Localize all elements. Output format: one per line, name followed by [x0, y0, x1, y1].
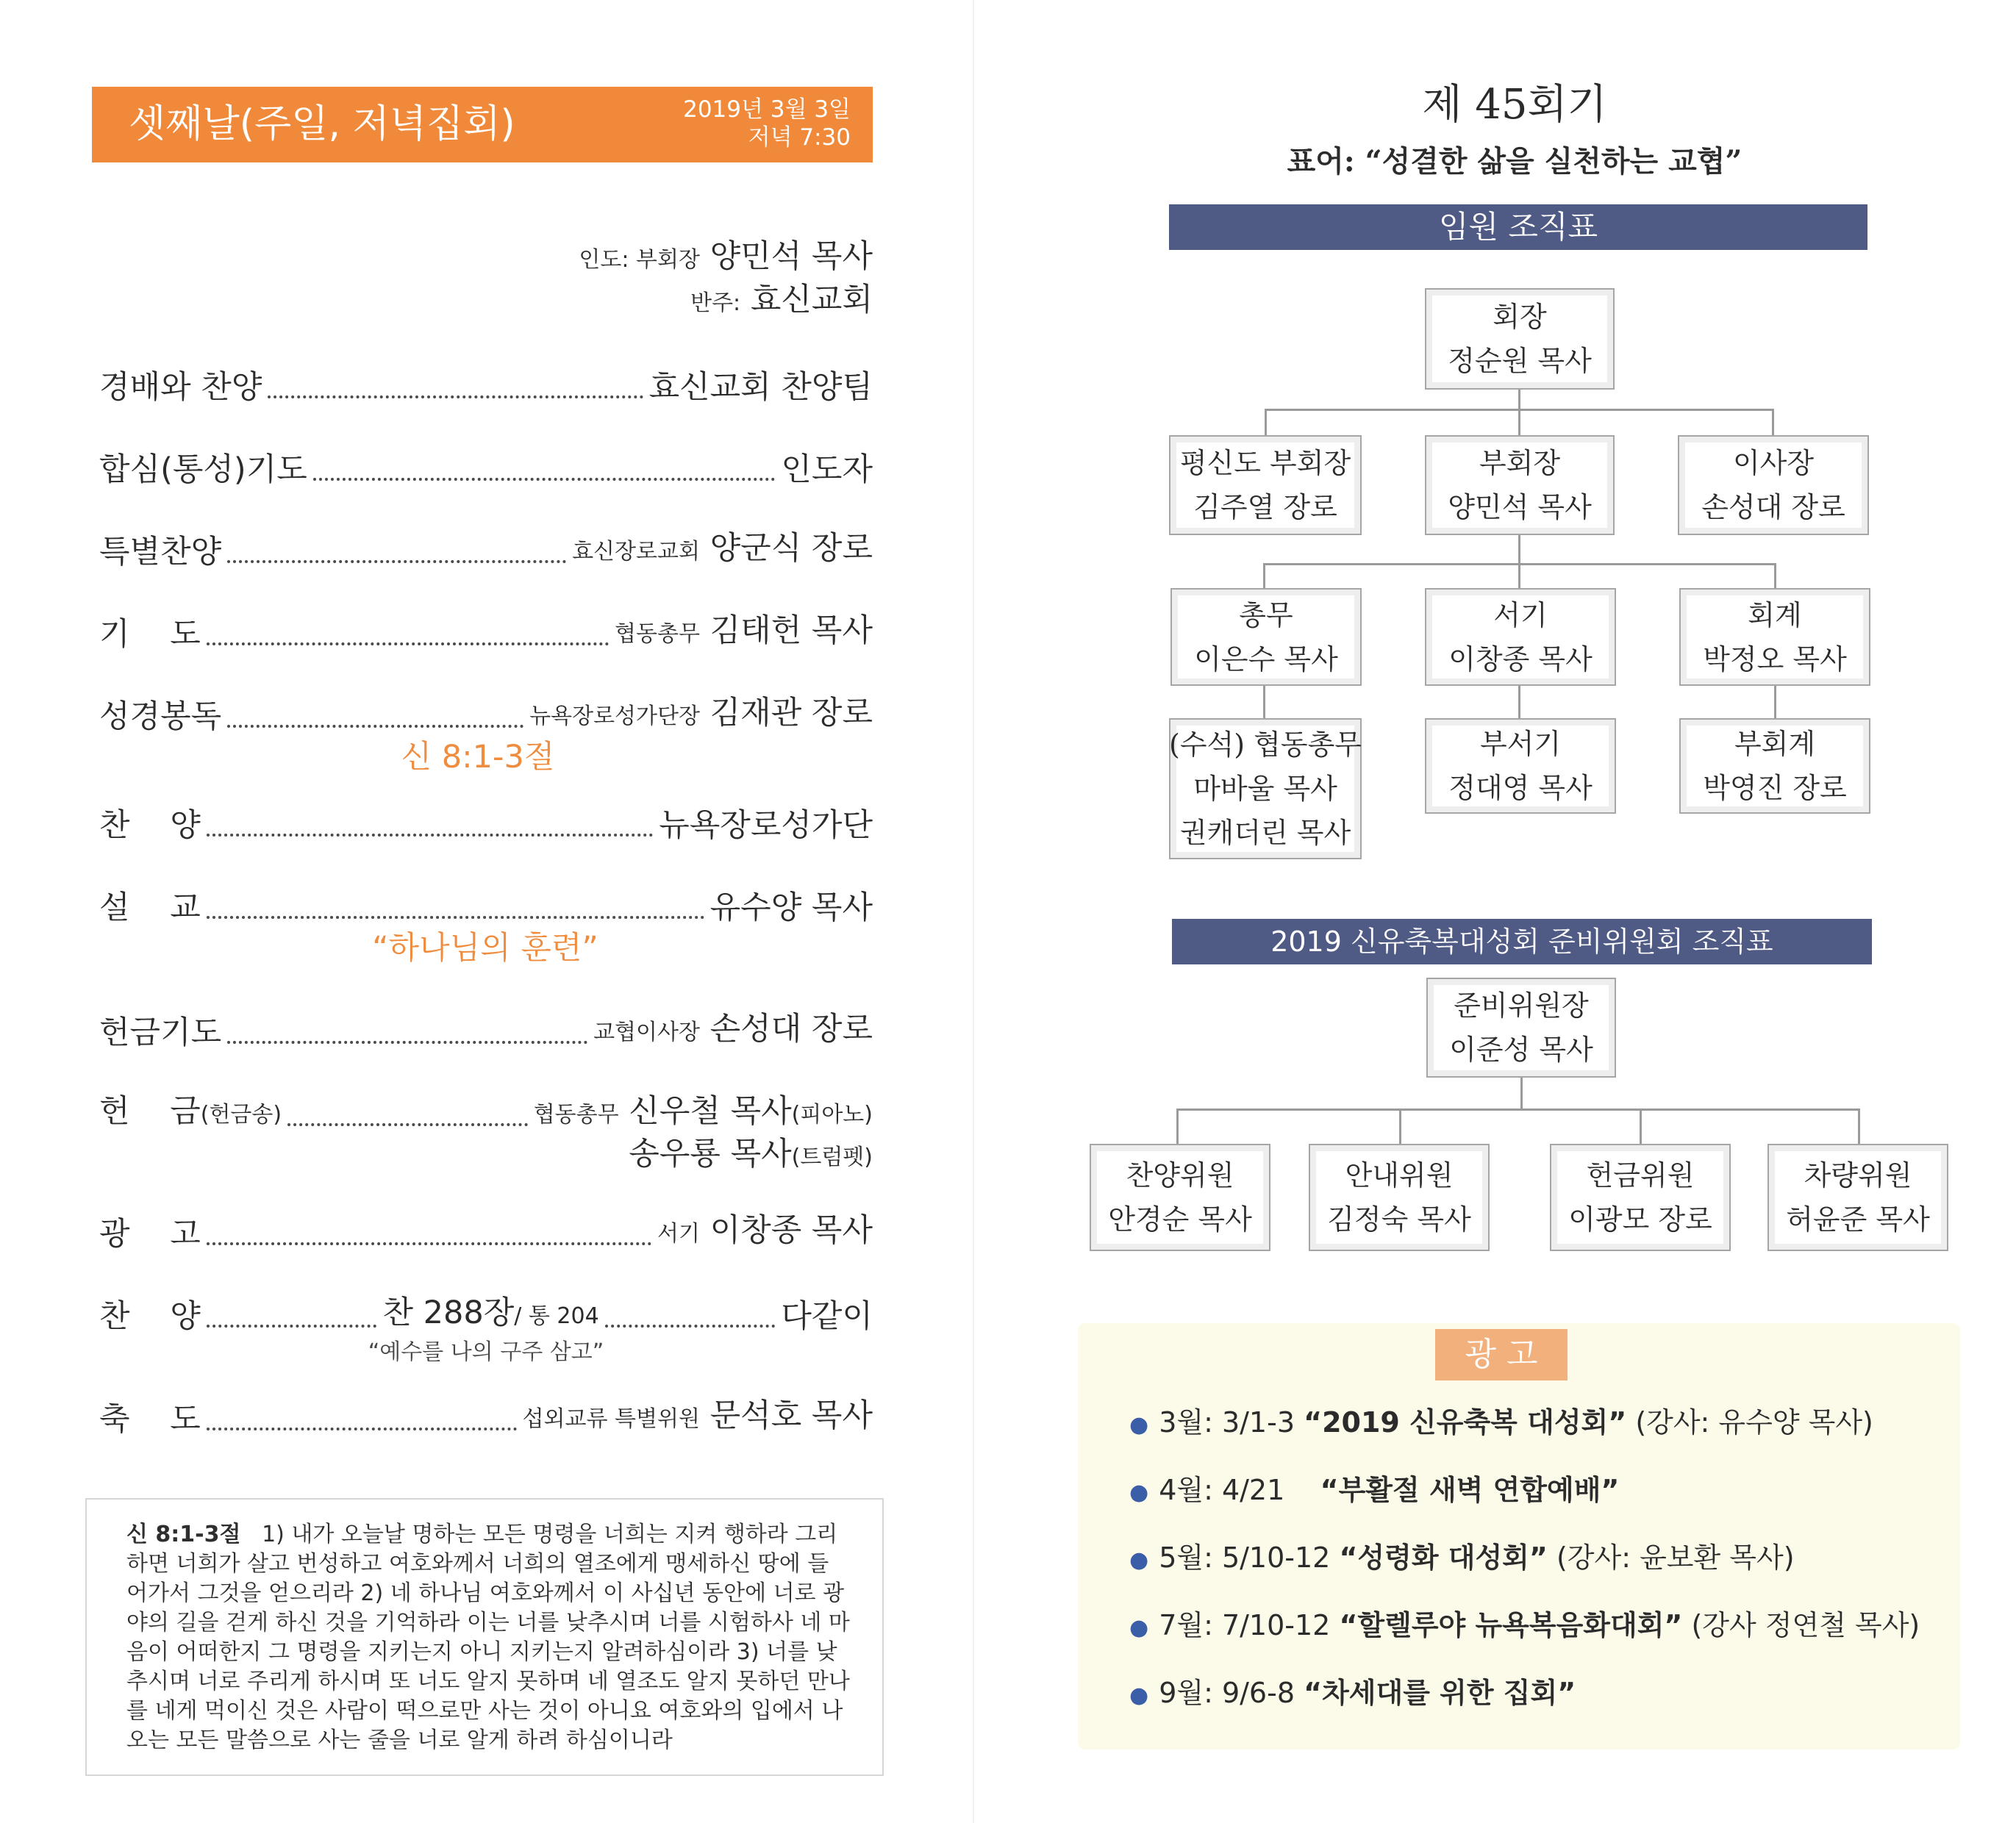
fold-line — [973, 0, 974, 1823]
org-role: 부회장 — [1479, 447, 1561, 479]
leader-dots — [268, 395, 643, 398]
program-person-name: 효신교회 찬양팀 — [648, 369, 873, 406]
program-label: 기 도 — [99, 616, 201, 653]
org-box — [1679, 718, 1870, 814]
scripture-reference: 신 8:1-3절 — [401, 739, 555, 776]
org-box — [1425, 435, 1615, 535]
program-person-name: 손성대 장로 — [709, 1011, 873, 1047]
program-person-title: 협동총무 — [615, 621, 700, 647]
org-connector — [1265, 409, 1774, 411]
offering-extra-line — [629, 1129, 873, 1174]
program-label: 경배와 찬양 — [99, 369, 262, 406]
program-person — [572, 529, 873, 572]
org-connector — [1399, 1109, 1401, 1144]
program-person-name: 김재관 장로 — [709, 695, 873, 731]
org-connector — [1518, 390, 1520, 435]
program-row — [99, 1086, 873, 1135]
org-role: 이사장 — [1732, 447, 1815, 479]
org-role: 총무 — [1239, 598, 1293, 631]
header-banner — [92, 87, 873, 162]
announcement-item — [1129, 1400, 1873, 1440]
org-connector — [1774, 686, 1776, 718]
org-name: 안경순 목사 — [1108, 1203, 1252, 1236]
program-person-note: (피아노) — [791, 1102, 873, 1128]
program-label: 설 교 — [99, 889, 201, 926]
leader-dots — [313, 478, 776, 481]
scripture-box-text: 1) 내가 오늘날 명하는 모든 명령을 너희는 지켜 행하라 그리하면 너희가 살고 번성하고 여호와께서 너희의 열조에게 맹세하신 땅에 들어가서 그것을 얻으리라 2) 네 하나님 여호와께서 이 사십년 동안에 너로 광야의 길을 걷게 하신 것을 기억하라 이는 너를 낮추시며 너를 시험하사 네 마음이 어떠한지 그 명령을 지키는지 아니 지키는지 알려하심이라 3) 너를 낮추시며 너로 주리게 하시며 또 너도 알지 못하며 네 열조도 알지 못하던 만나를 네게 먹이신 것은 사람이 떡으로만 사는 것이 아니요 여호와의 입에서 나오는 모든 말씀으로 사는 줄을 너로 알게 하려 하심이니라 — [126, 1522, 850, 1753]
program-person — [523, 1396, 873, 1439]
bullet-icon: ● — [1129, 1480, 1149, 1505]
program-row — [99, 797, 873, 845]
org-connector — [1265, 409, 1267, 435]
program-row — [99, 606, 873, 654]
program-person-name: 다같이 — [781, 1298, 873, 1335]
leader-dots — [207, 834, 653, 837]
org-connector — [1263, 563, 1265, 588]
program-person-name: 문석호 목사 — [709, 1397, 873, 1434]
announcement-item — [1129, 1602, 1920, 1643]
org-box — [1550, 1144, 1731, 1251]
leader-dots — [207, 1242, 651, 1245]
announcement-item — [1129, 1670, 1576, 1711]
org-box-president — [1425, 288, 1615, 390]
header-time: 저녁 7:30 — [748, 124, 851, 151]
announcement-event: “할렐루야 뉴욕복음화대회” — [1339, 1609, 1683, 1641]
program-row — [99, 441, 873, 490]
leaders-block — [358, 237, 873, 323]
org-box — [1169, 718, 1362, 859]
program-person — [659, 806, 873, 845]
announcement-event: “성령화 대성회” — [1339, 1541, 1548, 1574]
org-box — [1309, 1144, 1490, 1251]
org-connector — [1520, 1078, 1523, 1110]
program-label-note: (헌금송) — [200, 1102, 282, 1128]
program-person-title: 뉴욕장로성가단장 — [529, 703, 700, 729]
program-person-name: 이창종 목사 — [709, 1212, 873, 1249]
org-name: 박영진 장로 — [1703, 772, 1847, 804]
org-connector — [1518, 686, 1520, 718]
leader-dots — [207, 1428, 517, 1430]
announcement-speaker: (강사: 윤보환 목사) — [1547, 1541, 1795, 1574]
org-name: 이광모 장로 — [1568, 1203, 1712, 1236]
lead-line — [358, 237, 873, 280]
org-role: 준비위원장 — [1454, 989, 1589, 1022]
program-label — [99, 1092, 282, 1135]
org-box — [1090, 1144, 1270, 1251]
announcement-date: 4월: 4/21 — [1159, 1474, 1320, 1506]
sermon-title: “하나님의 훈련” — [372, 930, 598, 967]
org-box — [1679, 588, 1870, 686]
org-name: 김정숙 목사 — [1327, 1203, 1471, 1236]
org-box — [1425, 588, 1616, 686]
hymn-number-alt: / 통 204 — [514, 1303, 599, 1329]
program-person — [593, 1009, 873, 1053]
org-name: 이은수 목사 — [1194, 642, 1338, 676]
program-person-name: 신우철 목사 — [629, 1093, 792, 1130]
program-row — [99, 1004, 873, 1053]
header-datetime — [683, 96, 851, 151]
org-name-2: 권캐더린 목사 — [1179, 817, 1351, 849]
org-name: 이준성 목사 — [1449, 1034, 1593, 1066]
org-connector — [1263, 563, 1776, 565]
program-row — [99, 879, 873, 928]
org-role: 차량위원 — [1804, 1159, 1912, 1192]
org-connector — [1640, 1109, 1642, 1144]
org-role: 부서기 — [1479, 728, 1562, 760]
org-role: 부회계 — [1734, 728, 1816, 760]
org-name: 정순원 목사 — [1448, 345, 1592, 377]
program-row — [99, 1206, 873, 1254]
org-connector — [1858, 1109, 1860, 1144]
bullet-icon: ● — [1129, 1412, 1149, 1438]
program-label: 성경봉독 — [99, 698, 222, 735]
lead-prefix: 인도: 부회장 — [579, 247, 700, 273]
org-box — [1678, 435, 1869, 535]
accompaniment-name: 효신교회 — [750, 282, 873, 318]
org-name: 박정오 목사 — [1703, 642, 1847, 676]
org-box — [1425, 718, 1616, 814]
announcement-speaker: (강사 정연철 목사) — [1682, 1609, 1920, 1641]
announcement-date: 3월: 3/1-3 — [1159, 1406, 1304, 1439]
session-title: 제 45회기 — [1422, 81, 1607, 129]
accompaniment-prefix: 반주: — [690, 290, 741, 316]
offering-extra-note: (트럼펫) — [791, 1145, 873, 1170]
org-name: 허윤준 목사 — [1786, 1203, 1930, 1236]
org-connector — [1774, 563, 1776, 588]
org-role: 서기 — [1493, 598, 1548, 631]
program-person — [710, 888, 873, 928]
bullet-icon: ● — [1129, 1683, 1149, 1708]
program-label: 헌금기도 — [99, 1014, 222, 1051]
org1-title: 임원 조직표 — [1169, 204, 1867, 250]
program-person-title: 서기 — [657, 1221, 700, 1247]
org-role: 찬양위원 — [1126, 1159, 1234, 1192]
org-name: 양민석 목사 — [1448, 491, 1592, 523]
org-role: (수석) 협동총무 — [1169, 728, 1362, 761]
bullet-icon: ● — [1129, 1547, 1149, 1573]
program-person — [649, 368, 873, 407]
leader-dots — [227, 1041, 587, 1044]
header-date: 2019년 3월 3일 — [683, 96, 851, 123]
announcement-event: “차세대를 위한 집회” — [1304, 1677, 1576, 1709]
program-label: 합심(통성)기도 — [99, 451, 307, 488]
org-name: 정대영 목사 — [1448, 772, 1593, 804]
program-label: 광 고 — [99, 1216, 201, 1253]
hymn-number — [382, 1293, 598, 1336]
program-row — [99, 688, 873, 737]
lead-name: 양민석 목사 — [709, 238, 873, 275]
hymn-number-main: 찬 288장 — [382, 1294, 515, 1331]
announcement-date: 5월: 5/10-12 — [1159, 1541, 1340, 1574]
program-row — [99, 359, 873, 407]
announcement-event: “부활절 새벽 연합예배” — [1320, 1474, 1620, 1506]
org-box — [1170, 588, 1362, 686]
org-name: 마바울 목사 — [1193, 773, 1337, 805]
header-title: 셋째날(주일, 저녁집회) — [129, 102, 515, 146]
announcement-speaker: (강사: 유수양 목사) — [1626, 1406, 1873, 1439]
program-row — [99, 523, 873, 572]
program-person-name: 유수양 목사 — [709, 889, 873, 926]
program-label: 찬 양 — [99, 1298, 201, 1335]
org-box — [1169, 435, 1362, 535]
hymn-title: “예수를 나의 구주 삼고” — [368, 1339, 604, 1365]
motto: 표어: “성결한 삶을 실천하는 교협” — [1287, 144, 1742, 179]
bullet-icon: ● — [1129, 1615, 1149, 1641]
leader-dots — [207, 1325, 377, 1328]
announcement-date: 7월: 7/10-12 — [1159, 1609, 1340, 1641]
hymn-row — [99, 1288, 873, 1336]
org2-title: 2019 신유축복대성회 준비위원회 조직표 — [1172, 919, 1872, 964]
org-role: 회계 — [1748, 598, 1802, 631]
leader-dots — [227, 560, 566, 563]
program-person-name: 양군식 장로 — [709, 530, 873, 567]
org-connector — [1772, 409, 1774, 435]
program-person — [529, 693, 873, 737]
org-connector — [1176, 1109, 1860, 1111]
program-person-title: 교협이사장 — [593, 1020, 700, 1045]
program-label: 특별찬양 — [99, 534, 222, 570]
announcement-date: 9월: 9/6-8 — [1159, 1677, 1304, 1709]
leader-dots — [605, 1325, 776, 1328]
announcement-item — [1129, 1535, 1795, 1575]
announcement-item — [1129, 1467, 1619, 1508]
offering-extra-name: 송우룡 목사 — [629, 1136, 792, 1172]
org-name: 이창종 목사 — [1448, 642, 1593, 676]
accompaniment-line — [358, 280, 873, 323]
program-person-title: 효신장로교회 — [572, 539, 700, 565]
org-box-chair — [1426, 978, 1616, 1078]
program-label-text: 헌 금 — [99, 1093, 201, 1130]
org-connector — [1518, 535, 1520, 588]
program-person-title: 섭외교류 특별위원 — [522, 1406, 700, 1432]
org-connector — [1263, 686, 1265, 718]
program-person-name: 뉴욕장로성가단 — [659, 807, 873, 844]
program-person-name: 김태헌 목사 — [709, 612, 873, 649]
program-person — [657, 1211, 873, 1254]
program-person — [781, 450, 873, 490]
program-row — [99, 1391, 873, 1439]
program-person — [615, 611, 873, 654]
leader-dots — [227, 725, 523, 728]
program-label: 찬 양 — [99, 807, 201, 844]
program-label: 축 도 — [99, 1401, 201, 1438]
org-role: 평신도 부회장 — [1179, 447, 1351, 479]
scripture-box — [85, 1498, 884, 1776]
leader-dots — [207, 642, 609, 645]
org-connector — [1176, 1109, 1179, 1144]
org-role: 헌금위원 — [1586, 1159, 1695, 1192]
leader-dots — [207, 916, 704, 919]
leader-dots — [287, 1123, 528, 1126]
program-person-title: 협동총무 — [533, 1102, 619, 1128]
announcement-event: “2019 신유축복 대성회” — [1304, 1406, 1627, 1439]
org-name: 김주열 장로 — [1193, 491, 1337, 523]
announcements-title: 광 고 — [1435, 1329, 1568, 1380]
org-name: 손성대 장로 — [1701, 491, 1845, 523]
program-person-name: 인도자 — [781, 451, 873, 488]
scripture-box-ref: 신 8:1-3절 — [126, 1522, 241, 1547]
org-role: 안내위원 — [1345, 1159, 1454, 1192]
org-box — [1767, 1144, 1948, 1251]
org-role: 회장 — [1493, 301, 1547, 333]
